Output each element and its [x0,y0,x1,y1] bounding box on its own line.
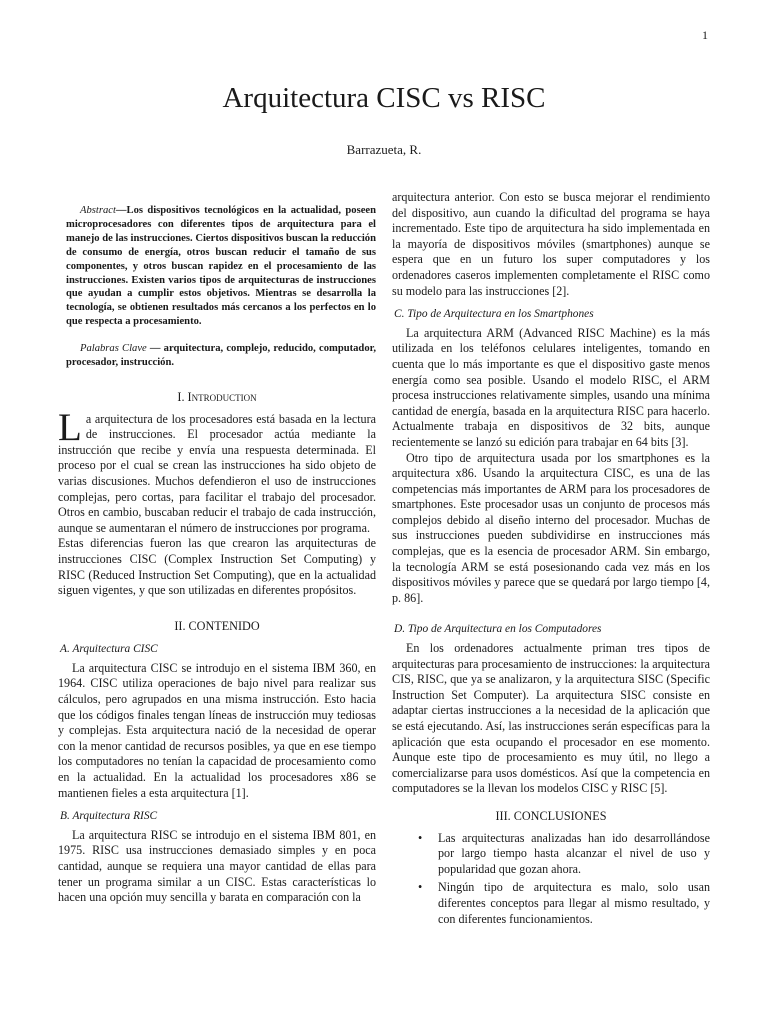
abstract-label: Abstract [80,205,116,216]
drop-cap: L [58,405,82,449]
smartphones-paragraph-2: Otro tipo de arquitectura usada por los smartphones es la arquitectura x86. Usando la arquitectura CISC, es una de las competencias más importantes de ARM para los procesadores de smartphones. Este procesador usas un conjunto de procesos más complejos debido al diseño interno del procesador. Muchas de sus instrucciones pueden subdividirse en instrucciones más complejas, que es la esencia de procesador ARM. Sin embargo, la tecnología ARM se está posesionando cada vez más en los dispositivos móviles y parece que se quedará por largo tiempo [4, p. 86]. [392,450,710,605]
list-item: • Las arquitecturas analizadas han ido desarrollándose por largo tiempo hasta alcanzar el nivel de uso y popularidad que gozan ahora. [438,831,710,878]
section-heading-intro: I. Introduction [177,389,257,404]
section-heading-conclusiones: III. CONCLUSIONES [495,808,607,823]
abstract-dash: — [115,205,127,216]
subsection-heading-cisc: A. Arquitectura CISC [60,643,158,656]
keywords-label: Palabras Clave [80,343,147,355]
subsection-heading-computadores: D. Tipo de Arquitectura en los Computadores [394,623,602,636]
left-column [58,204,376,906]
risc-paragraph-continued: arquitectura anterior. Con esto se busca mejorar el rendimiento del dispositivo, aun cuando la dificultad del programa se haya incrementado. Este tipo de arquitectura ha sido implementada en la mayoría de dispositivos móviles (smartphones) aunque se espera que en un futuro los super computadores y los ordenadores caseros implementen completamente el RISC como su modelo para las instrucciones [2]. [392,190,710,298]
section-heading-contenido: II. CONTENIDO [174,618,260,633]
intro-paragraph-1: La arquitectura de los procesadores está basada en la lectura de instrucciones. El procesador actúa mediante la instrucción que recibe y envía una respuesta determinada. El proceso por el cual se crean las instrucciones ha sido objeto de varias discusiones. Muchos defendieron el uso de instrucciones complejas, pero cortas, para facilitar el trabajo del procesador. Otros en cambio, buscaban reducir el trabajo de cada instrucción, aunque se aumentaran el número de instrucciones por programa. [58,405,376,535]
conclusions-list [392,831,710,928]
smartphones-paragraph-1: La arquitectura ARM (Advanced RISC Machine) es la más utilizada en los teléfonos celulares inteligentes, tomando en cuenta que lo más importante es que el dispositivo gaste menos energía como sea posible. Usando el modelo RISC, el ARM procesa instrucciones relativamente simples, usando una mínima cantidad de energía, basada en la arquitectura RISC para hacerlo. Actualmente trabaja en dispositivos de 32 bits, aunque recientemente se lanzó su edición para trabajar en 64 bits [3]. [392,325,710,449]
cisc-paragraph: La arquitectura CISC se introdujo en el sistema IBM 360, en 1964. CISC utiliza operaciones de bajo nivel para realizar sus cálculos, pero agrupados en una misma instrucción. Esto hacia que los códigos finales tengan líneas de instrucción muy tediosas y complejas. Esta arquitectura nació de la necesidad de operar con la menor cantidad de recursos posibles, ya que en ese tiempo los computadores no tenían la capacidad de procesamiento como en la actualidad. En la actualidad los procesadores x86 se mantienen fieles a esta arquitectura [1]. [58,660,376,800]
keywords-dash: — [146,343,164,355]
paper-title: Arquitectura CISC vs RISC [222,82,546,114]
list-item: • Ningún tipo de arquitectura es malo, solo usan diferentes conceptos para llegar al mismo resultado, y con diferentes funcionamientos. [438,880,710,927]
keywords [58,342,376,370]
subsection-heading-smartphones: C. Tipo de Arquitectura en los Smartphones [394,308,594,321]
intro-paragraph-2: Estas diferencias fueron las que crearon las arquitecturas de instrucciones CISC (Complex Instruction Set Computing) y RISC (Reduced Instruction Set Computing), que en la actualidad siguen vigentes, y que son utilizadas en diferentes propósitos. [58,536,376,598]
subsection-heading-risc: B. Arquitectura RISC [60,810,158,823]
page-number: 1 [702,28,708,42]
author: Barrazueta, R. [346,142,422,157]
abstract-text: Los dispositivos tecnológicos en la actualidad, poseen microprocesadores con diferentes tipos de arquitectura para el manejo de las instrucciones. Ciertos dispositivos buscan la reducción de consumo de energía, otros buscan reducir el tamaño de sus componentes, y otros buscan rapidez en el procesamiento de las instrucciones. Existen varios tipos de arquitecturas de instrucciones que ayudan a cumplir estos objetivos. Mientras se desarrolla la tecnología, se obtienen resultados más cercanos a los perfectos en lo que respecta a procesamiento. [66,205,376,328]
right-column [392,190,710,930]
abstract [58,204,376,329]
computadores-paragraph: En los ordenadores actualmente priman tres tipos de arquitecturas para procesamiento de instrucciones: la arquitectura CIS, RISC, que ya se analizaron, y la arquitectura SISC (Specific Instruction Set Computer). La arquitectura SISC consiste en adaptar ciertas instrucciones a la necesidad de la aplicación que se está ejecutando. Así, las instrucciones serán específicas para la aplicación que esta ocupando el procesador en ese momento. Aunque este tipo de procesamiento es muy útil, no llego a comercializarse para usos domésticos. Así que la competencia en computadores se la llevan los modelos CISC y RISC [5]. [392,641,710,796]
keywords-text: arquitectura, complejo, reducido, computador, procesador, instrucción. [66,343,376,369]
risc-paragraph: La arquitectura RISC se introdujo en el sistema IBM 801, en 1975. RISC usa instrucciones demasiado simples y en poca cantidad, aunque se requiera una mayor cantidad de ellas para tener un programa similar a un CISC. Estas características lo hacen una opción muy sencilla y barata en comparación con la [58,827,376,905]
